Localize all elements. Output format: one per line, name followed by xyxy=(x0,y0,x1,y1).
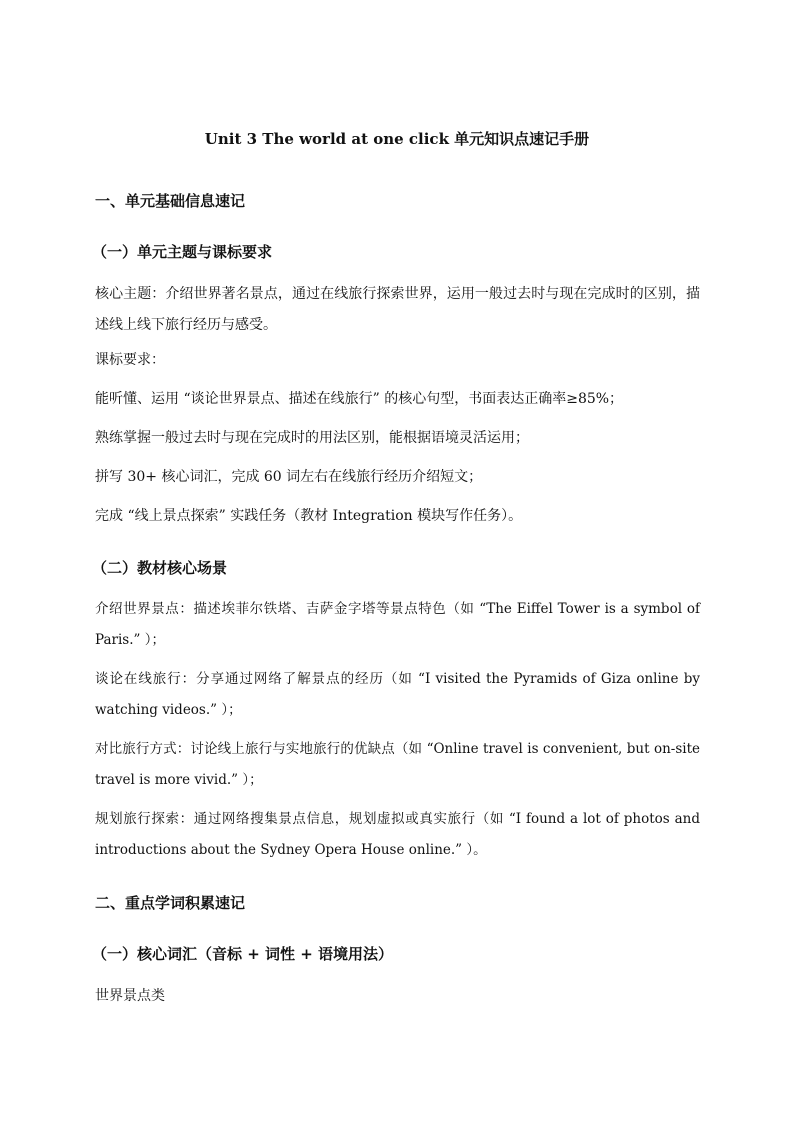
requirement-item-3: 拼写 30+ 核心词汇，完成 60 词左右在线旅行经历介绍短文； xyxy=(95,469,483,485)
core-theme-paragraph: 核心主题：介绍世界著名景点，通过在线旅行探索世界，运用一般过去时与现在完成时的区别，描述线上线下旅行经历与感受。 xyxy=(95,286,700,333)
section-heading-vocabulary: 二、重点学词积累速记 xyxy=(95,894,246,912)
section-heading-basic-info: 一、单元基础信息速记 xyxy=(95,192,246,210)
requirement-item-2: 熟练掌握一般过去时与现在完成时的用法区别，能根据语境灵活运用； xyxy=(95,430,529,446)
requirement-item-1: 能听懂、运用 “谈论世界景点、描述在线旅行” 的核心句型，书面表达正确率≥85%； xyxy=(95,391,624,407)
scene-item-2: 谈论在线旅行：分享通过网络了解景点的经历（如 “I visited the Pyramids of Giza online by watching videos.” ）； xyxy=(95,671,700,718)
vocabulary-category-landmarks: 世界景点类 xyxy=(95,988,165,1004)
subsection-heading-theme-requirements: （一）单元主题与课标要求 xyxy=(92,243,273,261)
scene-item-3: 对比旅行方式：讨论线上旅行与实地旅行的优缺点（如 “Online travel is convenient, but on-site travel is more vivid.” ）； xyxy=(95,741,700,788)
subsection-heading-core-scenes: （二）教材核心场景 xyxy=(92,559,228,577)
scene-item-1: 介绍世界景点：描述埃菲尔铁塔、吉萨金字塔等景点特色（如 “The Eiffel Tower is a symbol of Paris.” ）； xyxy=(95,601,700,648)
scene-item-4: 规划旅行探索：通过网络搜集景点信息，规划虚拟或真实旅行（如 “I found a lot of photos and introductions about the Sydney Opera House online.” ）。 xyxy=(95,811,700,858)
requirements-label: 课标要求： xyxy=(95,352,165,368)
requirement-item-4: 完成 “线上景点探索” 实践任务（教材 Integration 模块写作任务）。 xyxy=(95,508,523,524)
subsection-heading-core-vocabulary: （一）核心词汇（音标 + 词性 + 语境用法） xyxy=(92,945,394,963)
page-title: Unit 3 The world at one click 单元知识点速记手册 xyxy=(204,130,590,148)
